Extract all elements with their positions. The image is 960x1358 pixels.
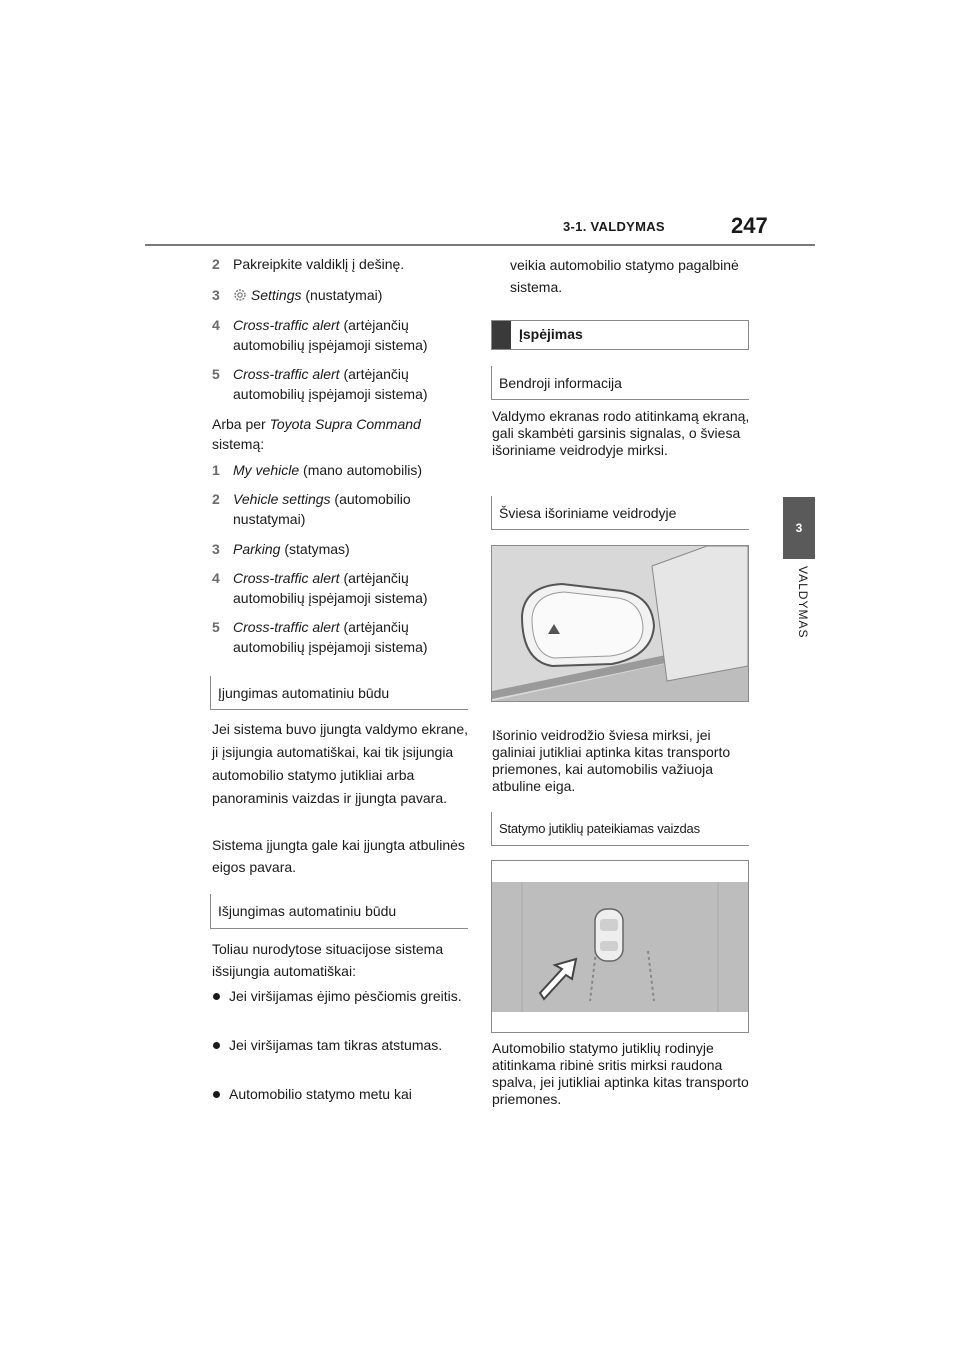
auto-off-heading: Išjungimas automatiniu būdu [210, 894, 468, 929]
step-item: 4 Cross-traffic alert (artėjančių automobilių įspėjamoji sistema) [212, 317, 428, 353]
step-item: 3 Parking (statymas) [212, 541, 350, 557]
step-item: 2 Pakreipkite valdiklį į dešinę. [212, 256, 405, 272]
step-item: 2 Vehicle settings (automobilio nustatymai) [212, 491, 411, 527]
auto-on-heading: Įjungimas automatiniu būdu [210, 676, 468, 710]
general-text: Valdymo ekranas rodo atitinkamą ekraną, gali skambėti garsinis signalas, o šviesa išoriniame veidrodyje mirksi. [492, 408, 750, 458]
sensor-caption: Automobilio statymo jutiklių rodinyje atitinkama ribinė sritis mirksi raudona spalva, jei jutikliai aptinka kitas transporto priemones. [492, 1040, 749, 1107]
chapter-vertical-label: VALDYMAS [796, 566, 810, 639]
auto-on-paragraph: Jei sistema buvo įjungta valdymo ekrane, ji įsijungia automatiškai, kai tik įsijungia automobilio statymo jutikliai arba panoraminis vaizdas ir įjungta pavara. [212, 721, 469, 806]
auto-off-paragraph: Toliau nurodytose situacijose sistema išsijungia automatiškai: [212, 941, 444, 979]
chapter-tab: 3 [783, 497, 815, 559]
auto-on-paragraph-2: Sistema įjungta gale kai įjungta atbulinės eigos pavara. [212, 837, 465, 875]
continuation-text: veikia automobilio statymo pagalbinė sistema. [510, 257, 739, 295]
or-line: Arba per Toyota Supra Command sistemą: [212, 416, 421, 452]
warning-block-icon [492, 321, 511, 349]
step-item: 3 Settings (nustatymai) [212, 287, 383, 303]
sensor-image [492, 861, 748, 1032]
page-number: 247 [731, 213, 768, 238]
warning-label: Įspėjimas [519, 326, 583, 342]
step-item: 4 Cross-traffic alert (artėjančių automobilių įspėjamoji sistema) [212, 570, 428, 606]
section-label: 3-1. VALDYMAS [563, 219, 665, 234]
step-item: 5 Cross-traffic alert (artėjančių automobilių įspėjamoji sistema) [212, 366, 428, 402]
list-item: Automobilio statymo metu kai [212, 1083, 474, 1106]
sensor-heading: Statymo jutiklių pateikiamas vaizdas [491, 812, 749, 846]
mirror-heading: Šviesa išoriniame veidrodyje [491, 496, 749, 530]
step-item: 5 Cross-traffic alert (artėjančių automobilių įspėjamoji sistema) [212, 619, 428, 655]
step-item: 1 My vehicle (mano automobilis) [212, 462, 423, 478]
general-heading: Bendroji informacija [491, 366, 749, 400]
mirror-caption: Išorinio veidrodžio šviesa mirksi, jei galiniai jutikliai aptinka kitas transporto priemones, kai automobilis važiuoja atbuline eiga. [492, 727, 731, 794]
gear-icon [233, 288, 247, 302]
warning-box [491, 320, 749, 350]
mirror-image [492, 546, 748, 701]
header-rule [145, 244, 815, 246]
list-item: Jei viršijamas tam tikras atstumas. [212, 1034, 474, 1057]
list-item: Jei viršijamas ėjimo pėsčiomis greitis. [212, 985, 474, 1008]
sensor-illustration [491, 860, 749, 1033]
mirror-illustration [491, 545, 749, 702]
